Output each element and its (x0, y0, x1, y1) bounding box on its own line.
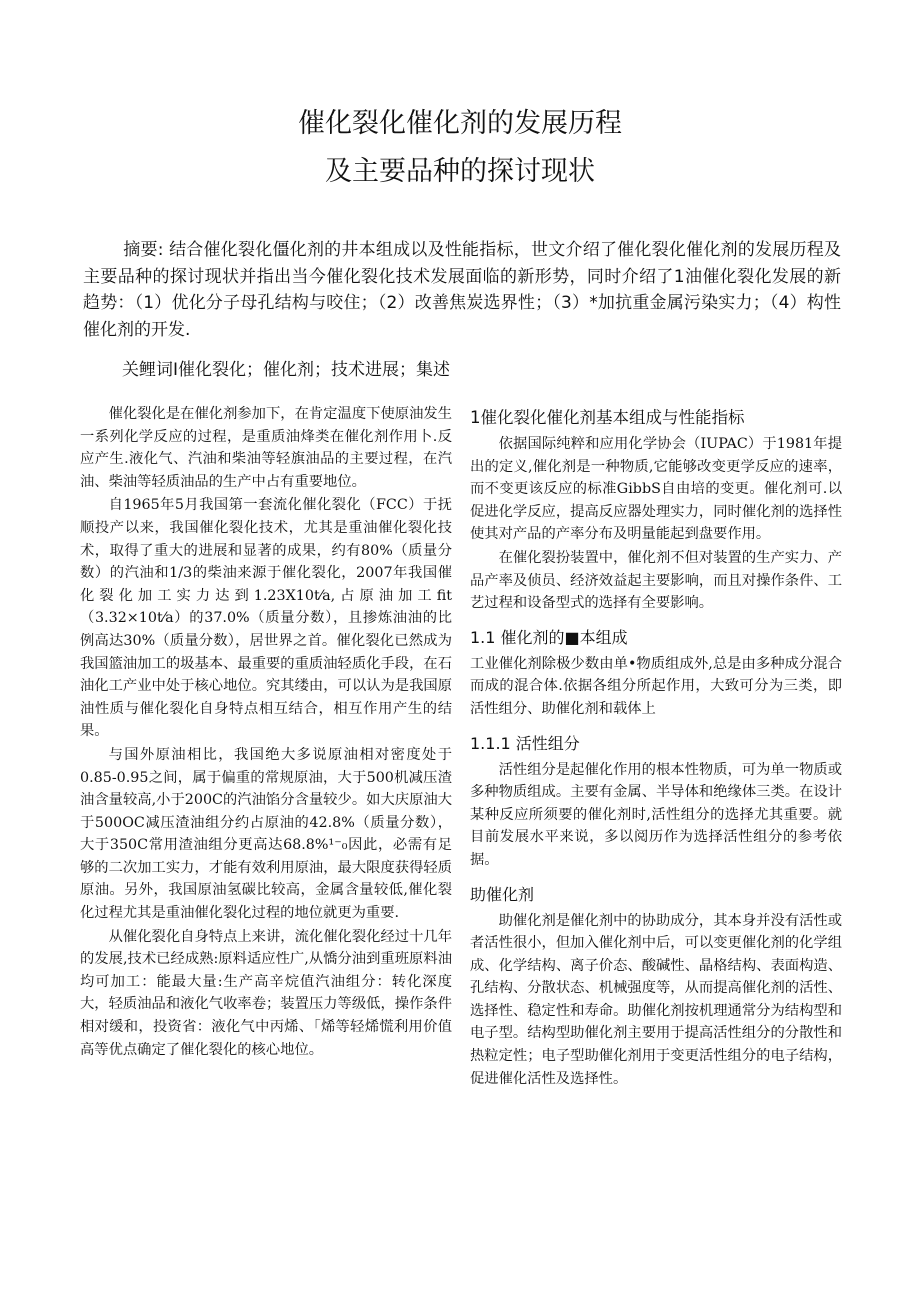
paragraph: 活性组分是起催化作用的根本性物质，可为单一物质或多种物质组成。主要有金属、半导体和绝缘体三类。在设计某种反应所须要的催化剂时,活性组分的选择尤其重要。就目前发展水平来说，多以阅历作为选择活性组分的参考依据。 (470, 761, 842, 868)
section-heading-1: 1催化裂化催化剂基本组成与性能指标 (470, 408, 745, 427)
keywords: 关鲤词I催化裂化；催化剂；技术进展；集述 (122, 360, 451, 380)
document-title-line-2: 及主要品种的探讨现状 (325, 156, 595, 188)
paragraph: 与国外原油相比，我国绝大多说原油相对密度处于0.85-0.95之间，属于偏重的常规原油，大于500机减压渣油含量较高,小于200C的汽油馅分含量较少。如大庆原油大于500OC减压渣油组分约占原油的42.8%（质量分数），大于350C常用渣油组分更高达68.8%¹⁻₀因此，必需有足够的二次加工实力，才能有效利用原油，最大限度获得轻质原油。另外，我国原油氢碳比较高，金属含量较低,催化裂化过程尤其是重油催化裂化过程的地位就更为重要. (80, 746, 452, 922)
paragraph: 自1965年5月我国第一套流化催化裂化（FCC）于抚顺投产以来，我国催化裂化技术，尤其是重油催化裂化技术，取得了重大的进展和显著的成果，约有80%（质量分数）的汽油和1/3的柴油来源于催化裂化，2007年我国催化裂化加工实力达到1.23X10t⁄a,占原油加工fit（3.32×10t⁄a）的37.0%（质量分数），且掺炼油油的比例高达30%（质量分数），居世界之首。催化裂化已然成为我国篮油加工的圾基本、最重要的重质油轻质化手段，在石油化工产业中处于核心地位。究其缕由，可以认为是我国原油性质与催化裂化自身特点相互结合，相互作用产生的结果。 (80, 497, 452, 740)
paragraph: 催化裂化是在催化剂参加下，在肯定温度下使原油发生一系列化学反应的过程，是重质油烽类在催化剂作用卜.反应产生.液化气、汽油和柴油等轻旗油品的主要过程，在汽油、柴油等轻质油品的生产中占有重要地位。 (80, 406, 452, 490)
right-column (470, 403, 842, 1090)
document-title-line-1: 催化裂化催化剂的发展历程 (298, 108, 622, 140)
paragraph: 工业催化剂除极少数由单•物质组成外,总是由多种成分混合而成的混合体.依据各组分所起作用，大致可分为三类，即活性组分、助催化剂和载体上 (470, 655, 842, 717)
paragraph: 从催化裂化自身特点上来讲，流化催化裂化经过十几年的发展,技术已经成熟:原料适应性广,从憍分油到重班原料油均可加工：能最大量:生产高辛烷值汽油组分：转化深度大，轻质油品和液化气收率卷；装置压力等级低，操作条件相对缓和，投资省：液化气中丙烯、「烯等轻烯慌利用价值高等优点确定了催化裂化的核心地位。 (80, 928, 452, 1058)
section-heading-promoter: 助催化剂 (470, 884, 535, 904)
paragraph: 依据国际纯粹和应用化学协会（IUPAC）于1981年提出的定义,催化剂是一种物质,它能够改变更学反应的速率，而不变更该反应的标准GibbS自由培的变更。催化剂可.以促进化学反应，提高反应器处理实力，同时催化剂的选择性使其对产品的产率分布及明量能起到盘要作用。 (470, 436, 842, 543)
section-heading-1-1: 1.1 催化剂的■本组成 (470, 627, 628, 647)
paragraph: 在催化裂扮装置中，催化剂不但对装置的生产实力、产品产率及侦员、经济效益起主要影响，而且对操作条件、工艺过程和设备型式的选择有全要影响。 (470, 549, 842, 612)
abstract-text: 摘要: 结合催化裂化僵化剂的井本组成以及性能指标，世文介绍了催化裂化催化剂的发展历程及主要品种的探讨现状并指出当今催化裂化技术发展面临的新形势，同时介绍了1油催化裂化发展的新趋势：（1）优化分子母孔结构与咬住；（2）改善焦炭选界性；（3）*加抗重金属污染实力；（4）构性催化剂的开发. (83, 240, 841, 340)
paragraph: 助催化剂是催化剂中的协助成分，其本身并没有活性或者活性很小，但加入催化剂中后，可以变更催化剂的化学组成、化学结构、离子价态、酸碱性、晶格结构、表面构造、孔结构、分散状态、机械强度等，从而提高催化剂的活性、选择性、稳定性和寿命。助催化剂按机理通常分为结构型和电子型。结构型助催化剂主要用于提高活性组分的分散性和热粒定性；电子型助催化剂用于变更活性组分的电子结构，促进催化活性及选择性。 (470, 912, 842, 1087)
left-column (80, 403, 452, 1061)
abstract (83, 237, 841, 343)
section-heading-1-1-1: 1.1.1 活性组分 (470, 733, 580, 753)
